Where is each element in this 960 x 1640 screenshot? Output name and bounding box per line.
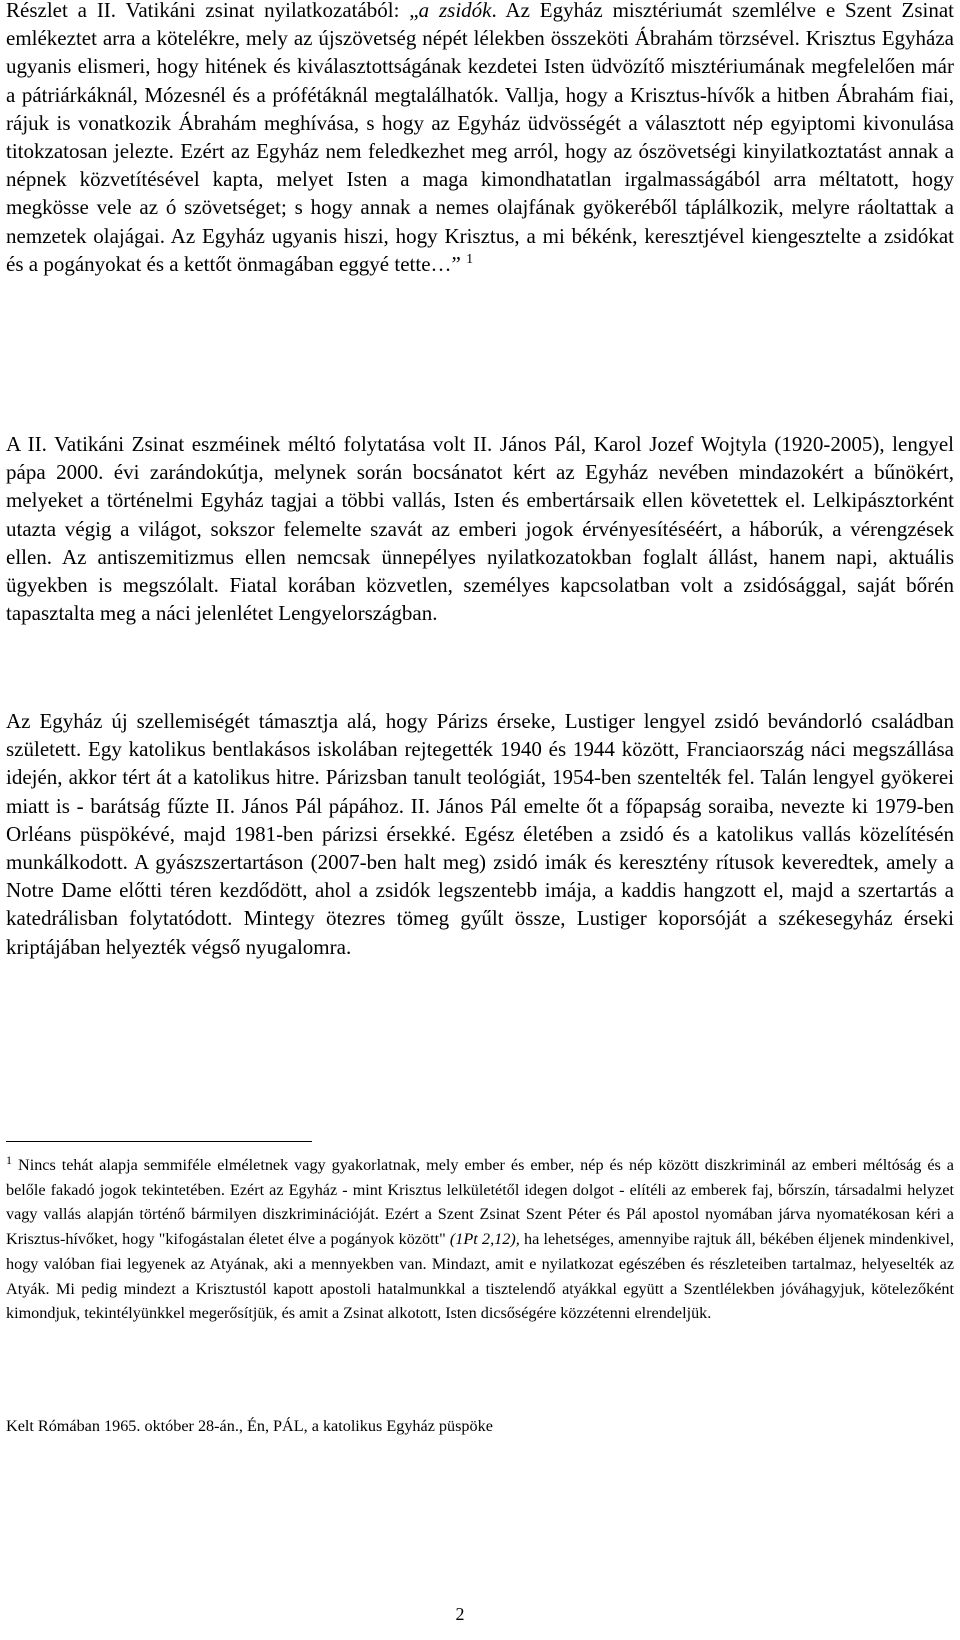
paragraph-lustiger: Az Egyház új szellemiségét támasztja alá, hogy Párizs érseke, Lustiger lengyel zsidó bevándorló családban született. Egy katolikus bentlakásos iskolában rejtegették 1940 és 1944 között, Franciaország náci megszállása idején, akkor tért át a katolikus hitre. Párizsban tanult teológiát, 1954-ben szentelték fel. Talán lengyel gyökerei miatt is - barátság fűzte II. János Pál pápához. II. János Pál emelte őt a főpapság soraiba, nevezte ki 1979-ben Orléans püspökévé, majd 1981-ben párizsi érsekké. Egész életében a zsidó és a katolikus vallás közelítésén munkálkodott. A gyászszertartáson (2007-ben halt meg) zsidó imák és keresztény rítusok keveredtek, amely a Notre Dame előtti téren kezdődött, ahol a zsidók legszentebb imája, a kaddis hangzott el, majd a szertartás a katedrálisban folytatódott. Mintegy ötezres tömeg gyűlt össze, Lustiger koporsóját a székesegyház érseki kriptájában helyezték végső nyugalomra. (6, 709, 954, 959)
paragraph-vatican-declaration (6, 0, 954, 278)
p1-italic-title: a zsidók (418, 0, 492, 22)
footnote-reference[interactable]: 1 (466, 251, 474, 267)
footnote-text-rest: ha lehetséges, amennyibe rajtuk áll, békében éljenek mindenkivel, hogy valóban fiai legyenek az Atyának, aki a mennyekben van. Mindazt, amit e nyilatkozat egészében és részleteiben tartalmaz, helyeselték az Atyák. Mi pedig mindezt a Krisztustól kapott apostoli hatalmunkkal a tisztelendő atyákkal együtt a Szentlélekben jóváhagyjuk, kötelezőként kimondjuk, tekintélyünkkel megerősítjük, és amit a Zsinat alkotott, Isten dicsőségére közzétenni elrendeljük. (6, 1230, 954, 1323)
paragraph-john-paul-ii: A II. Vatikáni Zsinat eszméinek méltó folytatása volt II. János Pál, Karol Jozef Wojtyla (1920-2005), lengyel pápa 2000. évi zarándokútja, melynek során bocsánatot kért az Egyház nevében mindazokért a bűnökért, melyeket a történelmi Egyház tagjai a többi vallás, Isten és embertársaik ellen követettek el. Lelkipásztorként utazta végig a világot, sokszor felemelte szavát az emberi jogok érvényesítéséért, a háborúk, a vérengzések ellen. Az antiszemitizmus ellen nemcsak ünnepélyes nyilatkozatokban foglalt állást, hanem napi, aktuális ügyekben is megszólalt. Fiatal korában közvetlen, személyes kapcsolatban volt a zsidósággal, saját bőrén tapasztalta meg a náci jelenlétet Lengyelországban. (6, 432, 954, 626)
footnote-divider (6, 1141, 312, 1142)
footnote (6, 1153, 954, 1326)
footnote-text-start: Nincs tehát alapja semmiféle elméletnek vagy gyakorlatnak, mely ember és ember, nép és nép között diszkriminál az emberi méltóság és a belőle fakadó jogok tekintetében. Ezért az Egyház - mint Krisztus lelkületétől idegen dolgot - elítéli az emberek faj, bőrszín, társadalmi helyzet vagy vallás alapján történő bármilyen diszkriminációját. Ezért a Szent Zsinat Szent Péter és Pál apostol nyomában járva nyomatékosan kéri a Krisztus-hívőket, hogy "kifogástalan életet élve a pogányok között" (6, 1156, 954, 1249)
p1-text-rest: . Az Egyház misztériumát szemlélve e Szent Zsinat emlékeztet arra a kötelékre, mely az újszövetség népét lélekben összeköti Ábrahám törzsével. Krisztus Egyháza ugyanis elismeri, hogy hitének és kiválasztottságának kezdetei Isten üdvözítő misztériumának megfelelően már a pátriárkáknál, Mózesnél és a prófétáknál megtalálhatók. Vallja, hogy a Krisztus-hívők a hitben Ábrahám fiai, rájuk is vonatkozik Ábrahám meghívása, s hogy az Egyház üdvösségét a választott nép egyiptomi kivonulása titokzatosan jelezte. Ezért az Egyház nem feledkezhet meg arról, hogy az ószövetségi kinyilatkoztatást annak a népnek közvetítésével kapta, melyet Isten a maga kimondhatatlan irgalmasságából arra méltatott, hogy megkösse vele az ó szövetséget; s hogy annak a nemes olajfának gyökeréből táplálkozik, melyre ráoltattak a nemzetek olajágai. Az Egyház ugyanis hiszi, hogy Krisztus, a mi békénk, keresztjével kiengesztelte a zsidókat és a pogányokat és a kettőt önmagában eggyé tette…” (6, 0, 954, 276)
footnote-number: 1 (6, 1152, 12, 1167)
footnote-scripture-ref: (1Pt 2,12), (449, 1230, 520, 1249)
page-number: 2 (455, 1604, 465, 1624)
closing-signature-line: Kelt Rómában 1965. október 28-án., Én, PÁL, a katolikus Egyház püspöke (6, 1417, 493, 1435)
p1-text-start: Részlet a II. Vatikáni zsinat nyilatkozatából: „ (6, 0, 419, 22)
